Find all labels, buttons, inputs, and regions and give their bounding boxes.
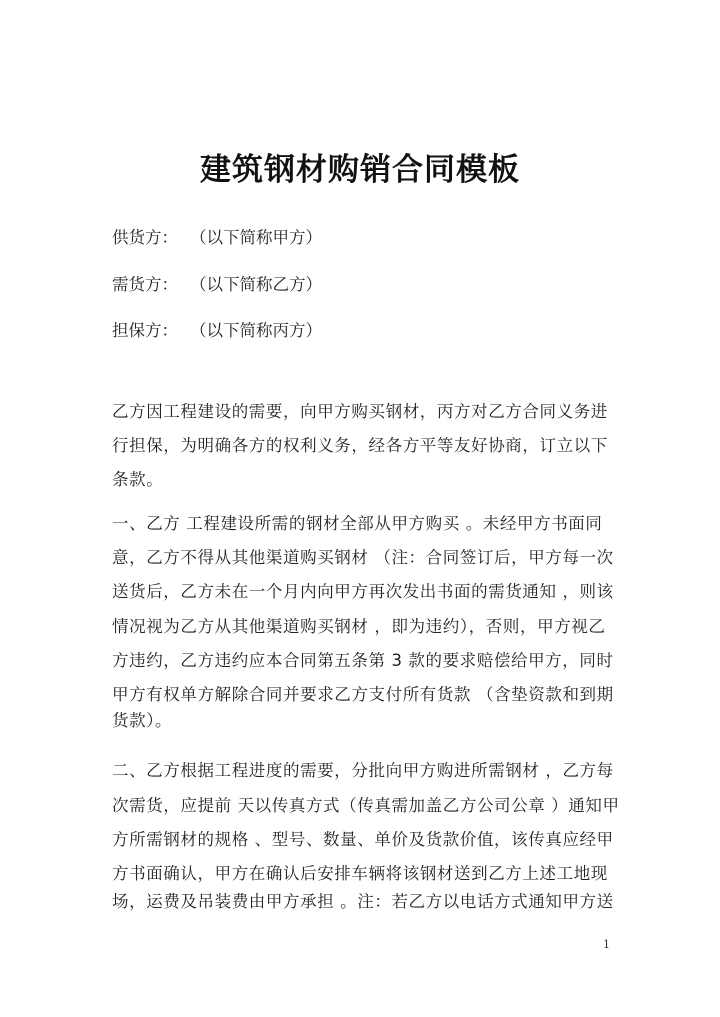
text-line: 行担保，为明确各方的权利义务，经各方平等友好协商，订立以下	[112, 436, 608, 455]
party-supplier	[112, 226, 322, 250]
text-line: 二、乙方根据工程进度的需要，分批向甲方购进所需钢材 ，乙方每	[112, 761, 614, 780]
page-number: 1	[603, 938, 610, 951]
party-value: （以下简称乙方）	[190, 275, 322, 294]
party-guarantor	[112, 319, 322, 343]
text-line: 意，乙方不得从其他渠道购买钢材 （注：合同签订后，甲方每一次	[112, 548, 614, 567]
text-line: 货款）。	[112, 711, 173, 730]
text-line: 一、乙方 工程建设所需的钢材全部从甲方购买 。未经甲方书面同	[112, 514, 603, 533]
text-line: 甲方有权单方解除合同并要求乙方支付所有货款 （含垫资款和到期	[112, 685, 614, 704]
text-line: 乙方因工程建设的需要，向甲方购买钢材，丙方对乙方合同义务进	[112, 402, 608, 421]
document-title: 建筑钢材购销合同模板	[200, 152, 520, 188]
party-value: （以下简称丙方）	[190, 321, 322, 340]
party-label: 供货方：	[112, 228, 178, 247]
text-line: 方书面确认，甲方在确认后安排车辆将该钢材送到乙方上述工地现	[112, 864, 608, 883]
text-line: 场，运费及吊装费由甲方承担 。注：若乙方以电话方式通知甲方送	[112, 892, 614, 911]
party-buyer	[112, 273, 322, 297]
party-label: 担保方：	[112, 321, 178, 340]
text-line: 送货后，乙方未在一个月内向甲方再次发出书面的需货通知 ，则该	[112, 582, 614, 601]
text-line: 情况视为乙方从其他渠道购买钢材 ，即为违约），否则，甲方视乙	[112, 617, 606, 636]
text-line: 方违约，乙方违约应本合同第五条第 3 款的要求赔偿给甲方，同时	[112, 651, 614, 670]
party-value: （以下简称甲方）	[190, 228, 322, 247]
text-line: 条款。	[112, 470, 164, 489]
text-line: 方所需钢材的规格 、型号、数量、单价及货款价值，该传真应经甲	[112, 830, 614, 849]
party-label: 需货方：	[112, 275, 178, 294]
text-line: 次需货，应提前 天以传真方式（传真需加盖乙方公司公章 ）通知甲	[112, 796, 620, 815]
